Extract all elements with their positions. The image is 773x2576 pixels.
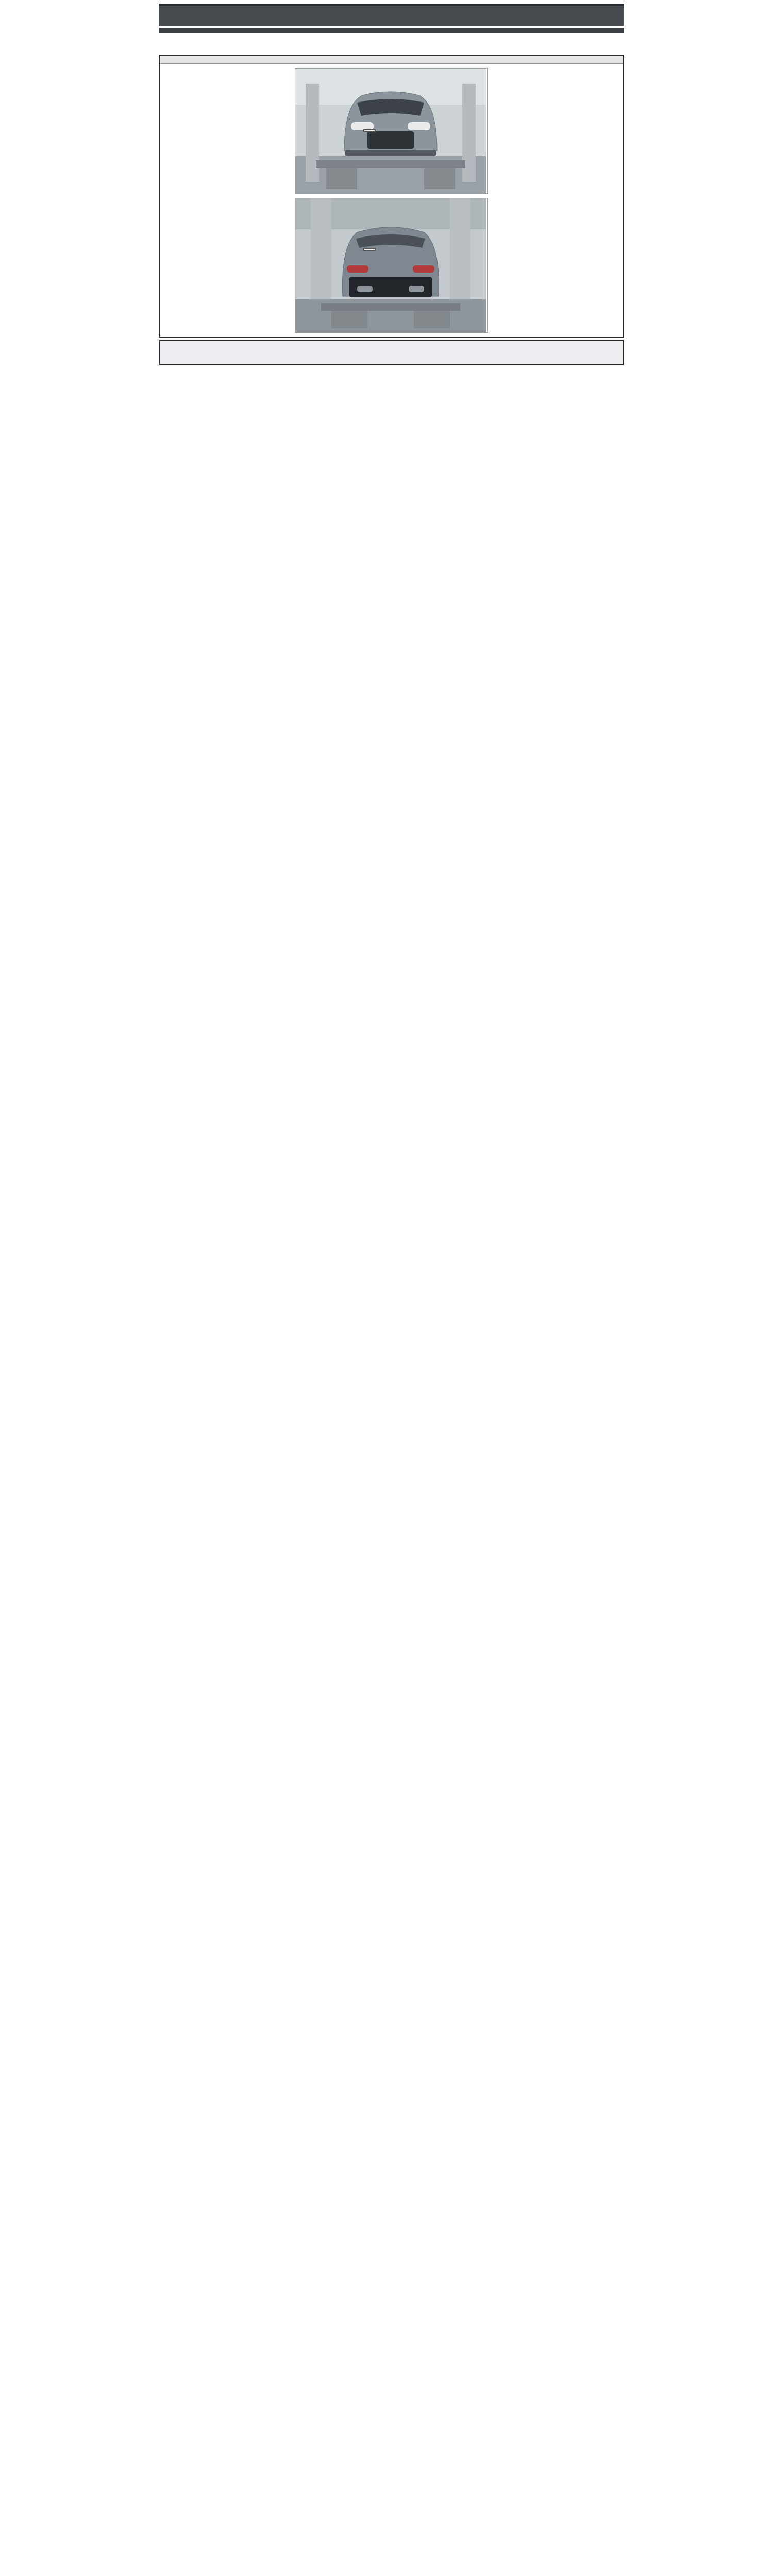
inspection-photo-front <box>295 68 488 194</box>
document-number <box>159 28 624 33</box>
inspection-photos-section <box>159 55 624 338</box>
report-page <box>159 2 695 371</box>
car-rear-photo-illustration <box>295 198 486 332</box>
report-title-box <box>159 4 624 26</box>
page-marker-2 <box>159 33 691 40</box>
signature-section <box>159 340 624 365</box>
license-plate-rear <box>363 248 376 251</box>
license-plate-front <box>363 129 376 132</box>
page-marker-3 <box>159 40 691 47</box>
car-front-photo-illustration <box>295 69 486 193</box>
inspection-photo-rear <box>295 198 488 333</box>
page-marker-4 <box>159 47 691 55</box>
